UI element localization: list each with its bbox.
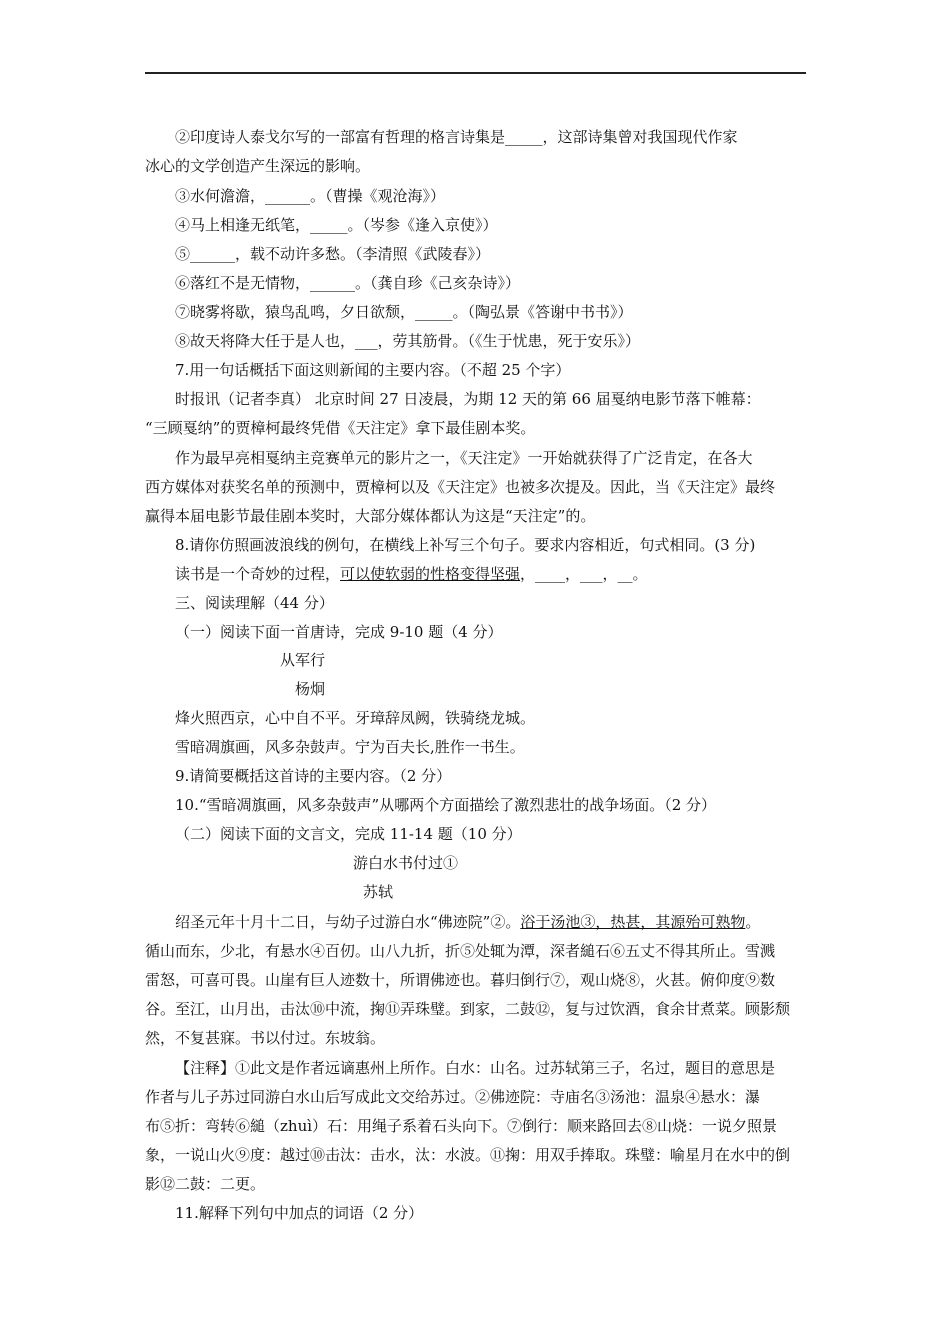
- text-line: [175, 563, 648, 585]
- question-8: 8.请你仿照画波浪线的例句，在横线上补写三个句子。要求内容相近，句式相同。(3 分): [175, 536, 756, 554]
- text-line: ⑥落红不是无情物，______。（龚自珍《己亥杂诗》）: [175, 274, 521, 292]
- notes-line: 作者与儿子苏过同游白水山后写成此文交给苏过。②佛迹院：寺庙名③汤池：温泉④悬水：瀑: [145, 1088, 761, 1106]
- text-line: 赢得本届电影节最佳剧本奖时，大部分媒体都认为这是“天注定”的。: [145, 507, 596, 525]
- text-segment: 绍圣元年十月十二日，与幼子过游白水“佛迹院”②。: [175, 913, 521, 931]
- question-7: 7.用一句话概括下面这则新闻的主要内容。（不超 25 个字）: [175, 361, 571, 379]
- prose-author: 苏轼: [363, 883, 394, 901]
- underlined-sentence: 浴于汤池③，热甚，其源殆可熟物: [520, 913, 746, 931]
- poem-line: 雪暗凋旗画，风多杂鼓声。宁为百夫长,胜作一书生。: [175, 738, 525, 756]
- text-line: 循山而东，少北，有悬水④百仞。山八九折，折⑤处辄为潭，深者縋石⑥五丈不得其所止。雪溅: [145, 942, 776, 960]
- question-11: 11.解释下列句中加点的词语（2 分）: [175, 1204, 424, 1222]
- text-line: 西方媒体对获奖名单的预测中，贾樟柯以及《天注定》也被多次提及。因此，当《天注定》最终: [145, 478, 776, 496]
- text-line: ③水何澹澹，______。（曹操《观沧海》）: [175, 187, 446, 205]
- underlined-example: 可以使软弱的性格变得坚强: [340, 565, 521, 583]
- header-rule: [145, 72, 806, 74]
- text-segment: 读书是一个奇妙的过程，: [175, 565, 341, 583]
- section-heading: 三、阅读理解（44 分）: [175, 594, 334, 612]
- text-segment: 。: [745, 913, 761, 931]
- text-line: 然，不复甚寐。书以付过。东坡翁。: [145, 1029, 386, 1047]
- text-line: 作为最早亮相戛纳主竞赛单元的影片之一，《天注定》一开始就获得了广泛肯定，在各大: [175, 449, 753, 467]
- subsection-heading: （一）阅读下面一首唐诗，完成 9-10 题（4 分）: [175, 623, 503, 641]
- subsection-heading: （二）阅读下面的文言文，完成 11-14 题（10 分）: [175, 825, 522, 843]
- question-10: 10.“雪暗凋旗画，风多杂鼓声”从哪两个方面描绘了激烈悲壮的战争场面。（2 分）: [175, 796, 717, 814]
- text-line: ②印度诗人泰戈尔写的一部富有哲理的格言诗集是_____，这部诗集曾对我国现代作家: [175, 128, 738, 146]
- poem-title: 从军行: [280, 651, 326, 669]
- poem-line: 烽火照西京，心中自不平。牙璋辞凤阙，铁骑绕龙城。: [175, 709, 536, 727]
- text-line: ⑧故天将降大任于是人也，___，劳其筋骨。（《生于忧患，死于安乐》）: [175, 332, 641, 350]
- text-line: ④马上相逢无纸笔，_____。（岑参《逢入京使》）: [175, 216, 498, 234]
- notes-line: 象，一说山火⑨度：越过⑩击汰：击水，汰：水波。⑪掬：用双手捧取。珠璧：喻星月在水中的倒: [145, 1146, 791, 1164]
- notes-line: 【注释】①此文是作者远谪惠州上所作。白水：山名。过苏轼第三子，名过，题目的意思是: [175, 1059, 776, 1077]
- text-line: ⑤______，载不动许多愁。（李清照《武陵春》）: [175, 245, 491, 263]
- notes-line: 影⑫二鼓：二更。: [145, 1175, 266, 1193]
- text-line: 雷怒，可喜可畏。山崖有巨人迹数十，所谓佛迹也。暮归倒行⑦，观山烧⑧，火甚。俯仰度⑨数: [145, 971, 776, 989]
- text-segment: ，____，___，__。: [520, 565, 648, 583]
- text-line: ⑦晓雾将歇，猿鸟乱鸣，夕日欲颓，_____。（陶弘景《答谢中书书》）: [175, 303, 633, 321]
- text-line: [175, 911, 760, 933]
- poem-author: 杨炯: [295, 680, 326, 698]
- text-line: “三顾戛纳”的贾樟柯最终凭借《天注定》拿下最佳剧本奖。: [145, 419, 536, 437]
- text-line: 冰心的文学创造产生深远的影响。: [145, 157, 371, 175]
- text-line: 时报讯（记者李真） 北京时间 27 日凌晨，为期 12 天的第 66 届戛纳电影节落下帷幕：: [175, 390, 761, 408]
- prose-title: 游白水书付过①: [353, 854, 459, 872]
- text-line: 谷。至江，山月出，击汰⑩中流，掬⑪弄珠璧。到家，二鼓⑫，复与过饮酒，食余甘煮菜。顾影颓: [145, 1000, 791, 1018]
- notes-line: 布⑤折：弯转⑥縋（zhuì）石：用绳子系着石头向下。⑦倒行：顺来路回去⑧山烧：一说夕照景: [145, 1117, 778, 1135]
- question-9: 9.请简要概括这首诗的主要内容。（2 分）: [175, 767, 452, 785]
